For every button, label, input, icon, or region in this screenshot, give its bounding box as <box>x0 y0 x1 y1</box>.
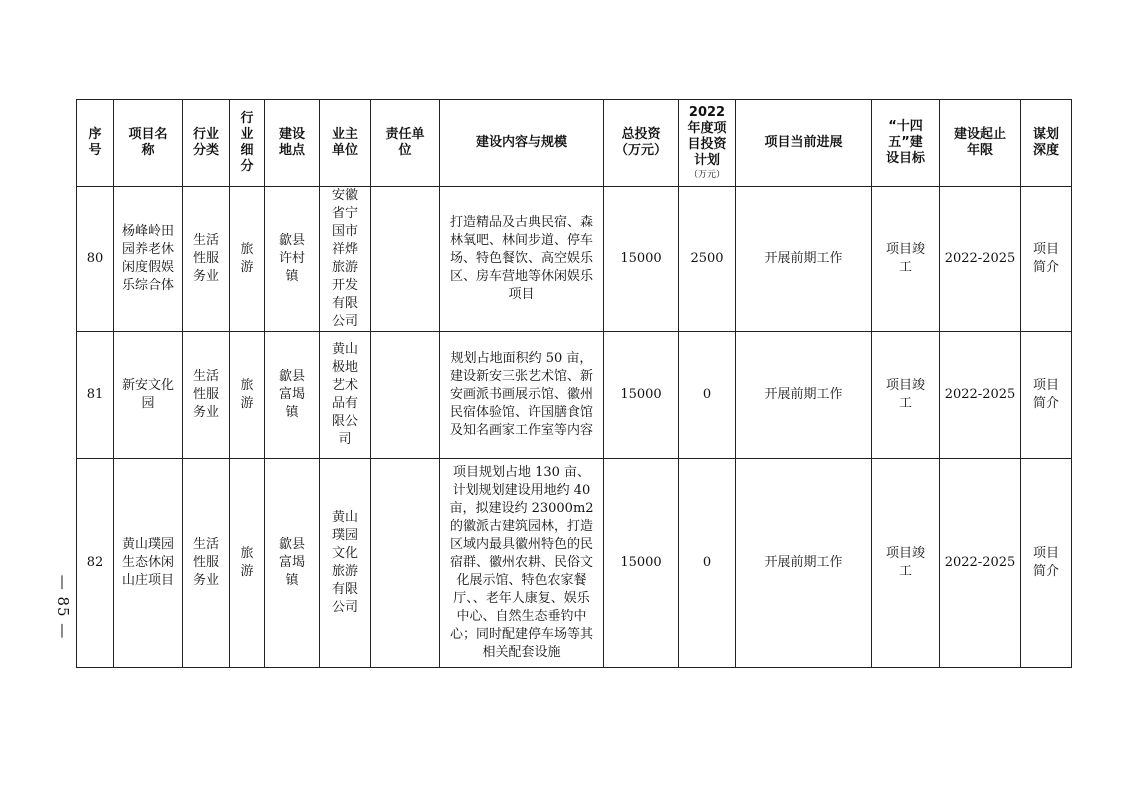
cell-goal: 项目竣工 <box>872 459 940 668</box>
cell-name: 杨峰岭田园养老休闲度假娱乐综合体 <box>114 187 183 332</box>
cell-plan: 0 <box>679 332 736 459</box>
project-table <box>76 99 1072 668</box>
cell-depth: 项目简介 <box>1021 459 1072 668</box>
header-location: 建设地点 <box>265 100 320 187</box>
cell-period: 2022-2025 <box>940 187 1021 332</box>
cell-total: 15000 <box>604 459 679 668</box>
header-content: 建设内容与规模 <box>440 100 604 187</box>
cell-name: 新安文化园 <box>114 332 183 459</box>
header-responsible: 责任单位 <box>371 100 440 187</box>
cell-period: 2022-2025 <box>940 332 1021 459</box>
header-category: 行业分类 <box>183 100 230 187</box>
cell-responsible <box>371 332 440 459</box>
cell-subcategory: 旅游 <box>230 459 265 668</box>
cell-progress: 开展前期工作 <box>736 187 872 332</box>
page-number: — 85 — <box>54 574 72 640</box>
header-plan-main: 2022年度项目投资计划 <box>687 105 727 168</box>
header-plan-unit: （万元） <box>688 170 725 180</box>
header-period: 建设起止年限 <box>940 100 1021 187</box>
cell-content: 规划占地面积约 50 亩，建设新安三张艺术馆、新安画派书画展示馆、徽州民宿体验馆、许国膳食馆及知名画家工作室等内容 <box>440 332 604 459</box>
table-row <box>77 187 1072 332</box>
project-table-container <box>76 99 1072 668</box>
cell-plan: 0 <box>679 459 736 668</box>
header-total: 总投资（万元） <box>604 100 679 187</box>
cell-total: 15000 <box>604 187 679 332</box>
cell-location: 歙县富堨镇 <box>265 332 320 459</box>
cell-name: 黄山璞园生态休闲山庄项目 <box>114 459 183 668</box>
header-goal: “十四五”建设目标 <box>872 100 940 187</box>
cell-depth: 项目简介 <box>1021 332 1072 459</box>
cell-seq: 80 <box>77 187 114 332</box>
header-subcategory: 行业细分 <box>230 100 265 187</box>
cell-location: 歙县许村镇 <box>265 187 320 332</box>
cell-seq: 82 <box>77 459 114 668</box>
cell-plan: 2500 <box>679 187 736 332</box>
cell-category: 生活性服务业 <box>183 187 230 332</box>
cell-progress: 开展前期工作 <box>736 459 872 668</box>
cell-seq: 81 <box>77 332 114 459</box>
header-depth: 谋划深度 <box>1021 100 1072 187</box>
cell-progress: 开展前期工作 <box>736 332 872 459</box>
cell-goal: 项目竣工 <box>872 332 940 459</box>
header-progress: 项目当前进展 <box>736 100 872 187</box>
cell-responsible <box>371 459 440 668</box>
header-row <box>77 100 1072 187</box>
cell-owner: 黄山璞园文化旅游有限公司 <box>320 459 371 668</box>
cell-depth: 项目简介 <box>1021 187 1072 332</box>
cell-owner: 黄山极地艺术品有限公司 <box>320 332 371 459</box>
cell-subcategory: 旅游 <box>230 187 265 332</box>
cell-content: 项目规划占地 130 亩、计划规划建设用地约 40 亩，拟建设约 23000m2 的徽派古建筑园林，打造区域内最具徽州特色的民宿群、徽州农耕、民俗文化展示馆、特色农家餐厅、、老年人康复、娱乐中心、自然生态垂钓中心；同时配建停车场等其相关配套设施 <box>440 459 604 668</box>
header-owner: 业主单位 <box>320 100 371 187</box>
cell-period: 2022-2025 <box>940 459 1021 668</box>
cell-category: 生活性服务业 <box>183 332 230 459</box>
cell-total: 15000 <box>604 332 679 459</box>
cell-owner: 安徽省宁国市祥烨旅游开发有限公司 <box>320 187 371 332</box>
header-plan <box>679 100 736 187</box>
cell-goal: 项目竣工 <box>872 187 940 332</box>
cell-category: 生活性服务业 <box>183 459 230 668</box>
table-row <box>77 459 1072 668</box>
cell-location: 歙县富堨镇 <box>265 459 320 668</box>
cell-responsible <box>371 187 440 332</box>
header-seq: 序号 <box>77 100 114 187</box>
table-row <box>77 332 1072 459</box>
header-name: 项目名称 <box>114 100 183 187</box>
cell-content: 打造精品及古典民宿、森林氧吧、林间步道、停车场、特色餐饮、高空娱乐区、房车营地等休闲娱乐项目 <box>440 187 604 332</box>
cell-subcategory: 旅游 <box>230 332 265 459</box>
